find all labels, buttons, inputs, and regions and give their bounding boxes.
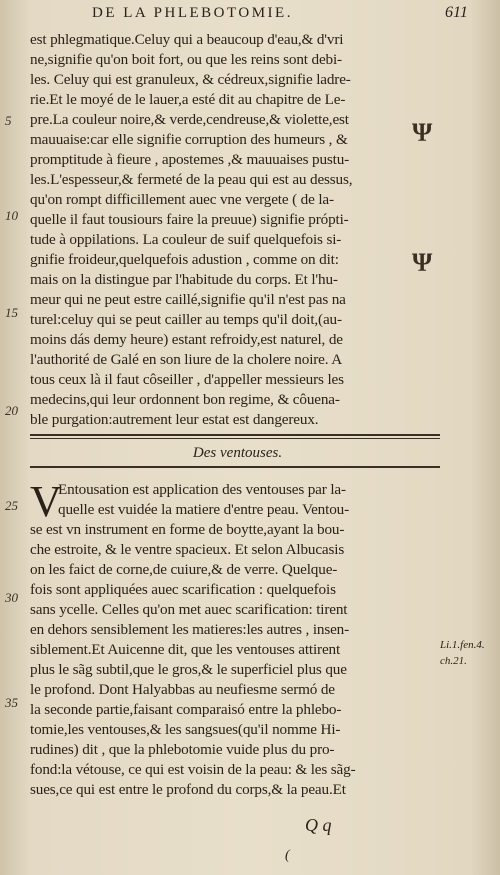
text-line: tous ceux là il faut côseiller , d'appeller messieurs les xyxy=(30,371,344,388)
margin-line-number: 30 xyxy=(5,590,18,605)
text-line: plus le sãg subtil,que le gros,& le superficiel plus que xyxy=(30,661,347,678)
text-line: siblement.Et Auicenne dit, que les ventouses attirent xyxy=(30,641,341,658)
citation-line: ch.21. xyxy=(440,655,467,667)
text-line: ne,signifie qu'on boit fort, ou que les reins sont debi- xyxy=(30,51,342,68)
text-line: moins dás demy heure) estant refroidy,est naturel, de xyxy=(30,331,343,348)
margin-line-number: 5 xyxy=(5,113,12,128)
text-line: tomie,les ventouses,& les sangsues(qu'il nomme Hi- xyxy=(30,721,341,738)
text-line: meur qui ne peut estre caillé,signifie qu'il n'est pas na xyxy=(30,291,346,308)
section-rule-bottom xyxy=(30,466,440,468)
text-line: sans ycelle. Celles qu'on met auec scarification: tirent xyxy=(30,601,348,618)
text-line: l'authorité de Galé en son liure de la cholere noire. A xyxy=(30,351,343,368)
running-head-title: DE LA PHLEBOTOMIE. xyxy=(92,5,293,21)
marginal-citation xyxy=(440,637,485,669)
section-title: Des ventouses. xyxy=(192,445,283,461)
margin-line-number: 20 xyxy=(5,403,18,418)
signature-mark: Q q xyxy=(305,815,332,835)
bottom-mark: ( xyxy=(285,848,290,863)
text-line: che estroite, & le ventre spacieux. Et selon Albucasis xyxy=(30,541,345,558)
section-rule-top-thin xyxy=(30,438,440,439)
citation-line: Li.1.fen.4. xyxy=(440,639,485,651)
text-line: pre.La couleur noire,& verde,cendreuse,& violette,est xyxy=(30,111,349,128)
text-line: les.L'espesseur,& fermeté de la peau qui est au dessus, xyxy=(30,171,353,188)
text-line: turel:celuy qui se peut cailler au temps qu'il doit,(au- xyxy=(30,311,342,328)
text-line: qu'on rompt difficillement auec vne vergete ( de la- xyxy=(30,191,334,208)
text-line: on les faict de corne,de cuiure,& de verre. Quelque- xyxy=(30,561,338,578)
text-line: promptitude à fieure , apostemes ,& mauuaises pustu- xyxy=(30,151,350,168)
text-line: gnifie froideur,quelquefois adustion , comme on dit: xyxy=(30,251,339,268)
text-line: en dehors sensiblement les matieres:les autres , insen- xyxy=(30,621,350,638)
text-line: mauuaise:car elle signifie corruption des humeurs , & xyxy=(30,131,348,148)
text-line: quelle il faut tousiours faire la preuue) signifie própti- xyxy=(30,211,349,228)
margin-line-number: 15 xyxy=(5,305,18,320)
marginal-symbol: Ψ xyxy=(412,248,433,277)
running-head xyxy=(0,3,500,25)
text-line: se est vn instrument en forme de boytte,ayant la bou- xyxy=(30,521,345,538)
text-line: Entousation est application des ventouses par la- xyxy=(58,481,346,498)
text-line: le profond. Dont Halyabbas au neufiesme sermó de xyxy=(30,681,335,698)
margin-line-number: 25 xyxy=(5,498,18,513)
text-line: sues,ce qui est entre le profond du corps,& la peau.Et xyxy=(30,781,346,798)
text-line: fois sont appliquées auec scarification : quelquefois xyxy=(30,581,336,598)
text-line: rudines) dit , que la phlebotomie vuide plus du pro- xyxy=(30,741,335,758)
text-line: fond:la vétouse, ce qui est voisin de la peau: & les sãg- xyxy=(30,761,356,778)
section-rule-top xyxy=(30,434,440,436)
text-line: mais on la distingue par l'habitude du corps. Et l'hu- xyxy=(30,271,338,288)
drop-cap: V xyxy=(30,477,62,526)
page-number: 611 xyxy=(445,4,468,21)
text-line: quelle est vuidée la matiere d'entre peau. Ventou- xyxy=(58,501,349,518)
margin-line-number: 35 xyxy=(5,695,18,710)
marginal-symbol: Ψ xyxy=(412,118,433,147)
text-line: medecins,qui leur ordonnent bon regime, & côuena- xyxy=(30,391,340,408)
margin-line-number: 10 xyxy=(5,208,18,223)
text-line: les. Celuy qui est granuleux, & cédreux,signifie ladre- xyxy=(30,71,351,88)
text-line: rie.Et le moyé de le lauer,a esté dit au chapitre de Le- xyxy=(30,91,346,108)
text-line: tude à oppilations. La couleur de suif quelquefois si- xyxy=(30,231,342,248)
text-line: la seconde partie,faisant comparaisó entre la phlebo- xyxy=(30,701,342,718)
text-line: ble purgation:autrement leur estat est dangereux. xyxy=(30,411,319,428)
text-line: est phlegmatique.Celuy qui a beaucoup d'eau,& d'vri xyxy=(30,31,344,48)
